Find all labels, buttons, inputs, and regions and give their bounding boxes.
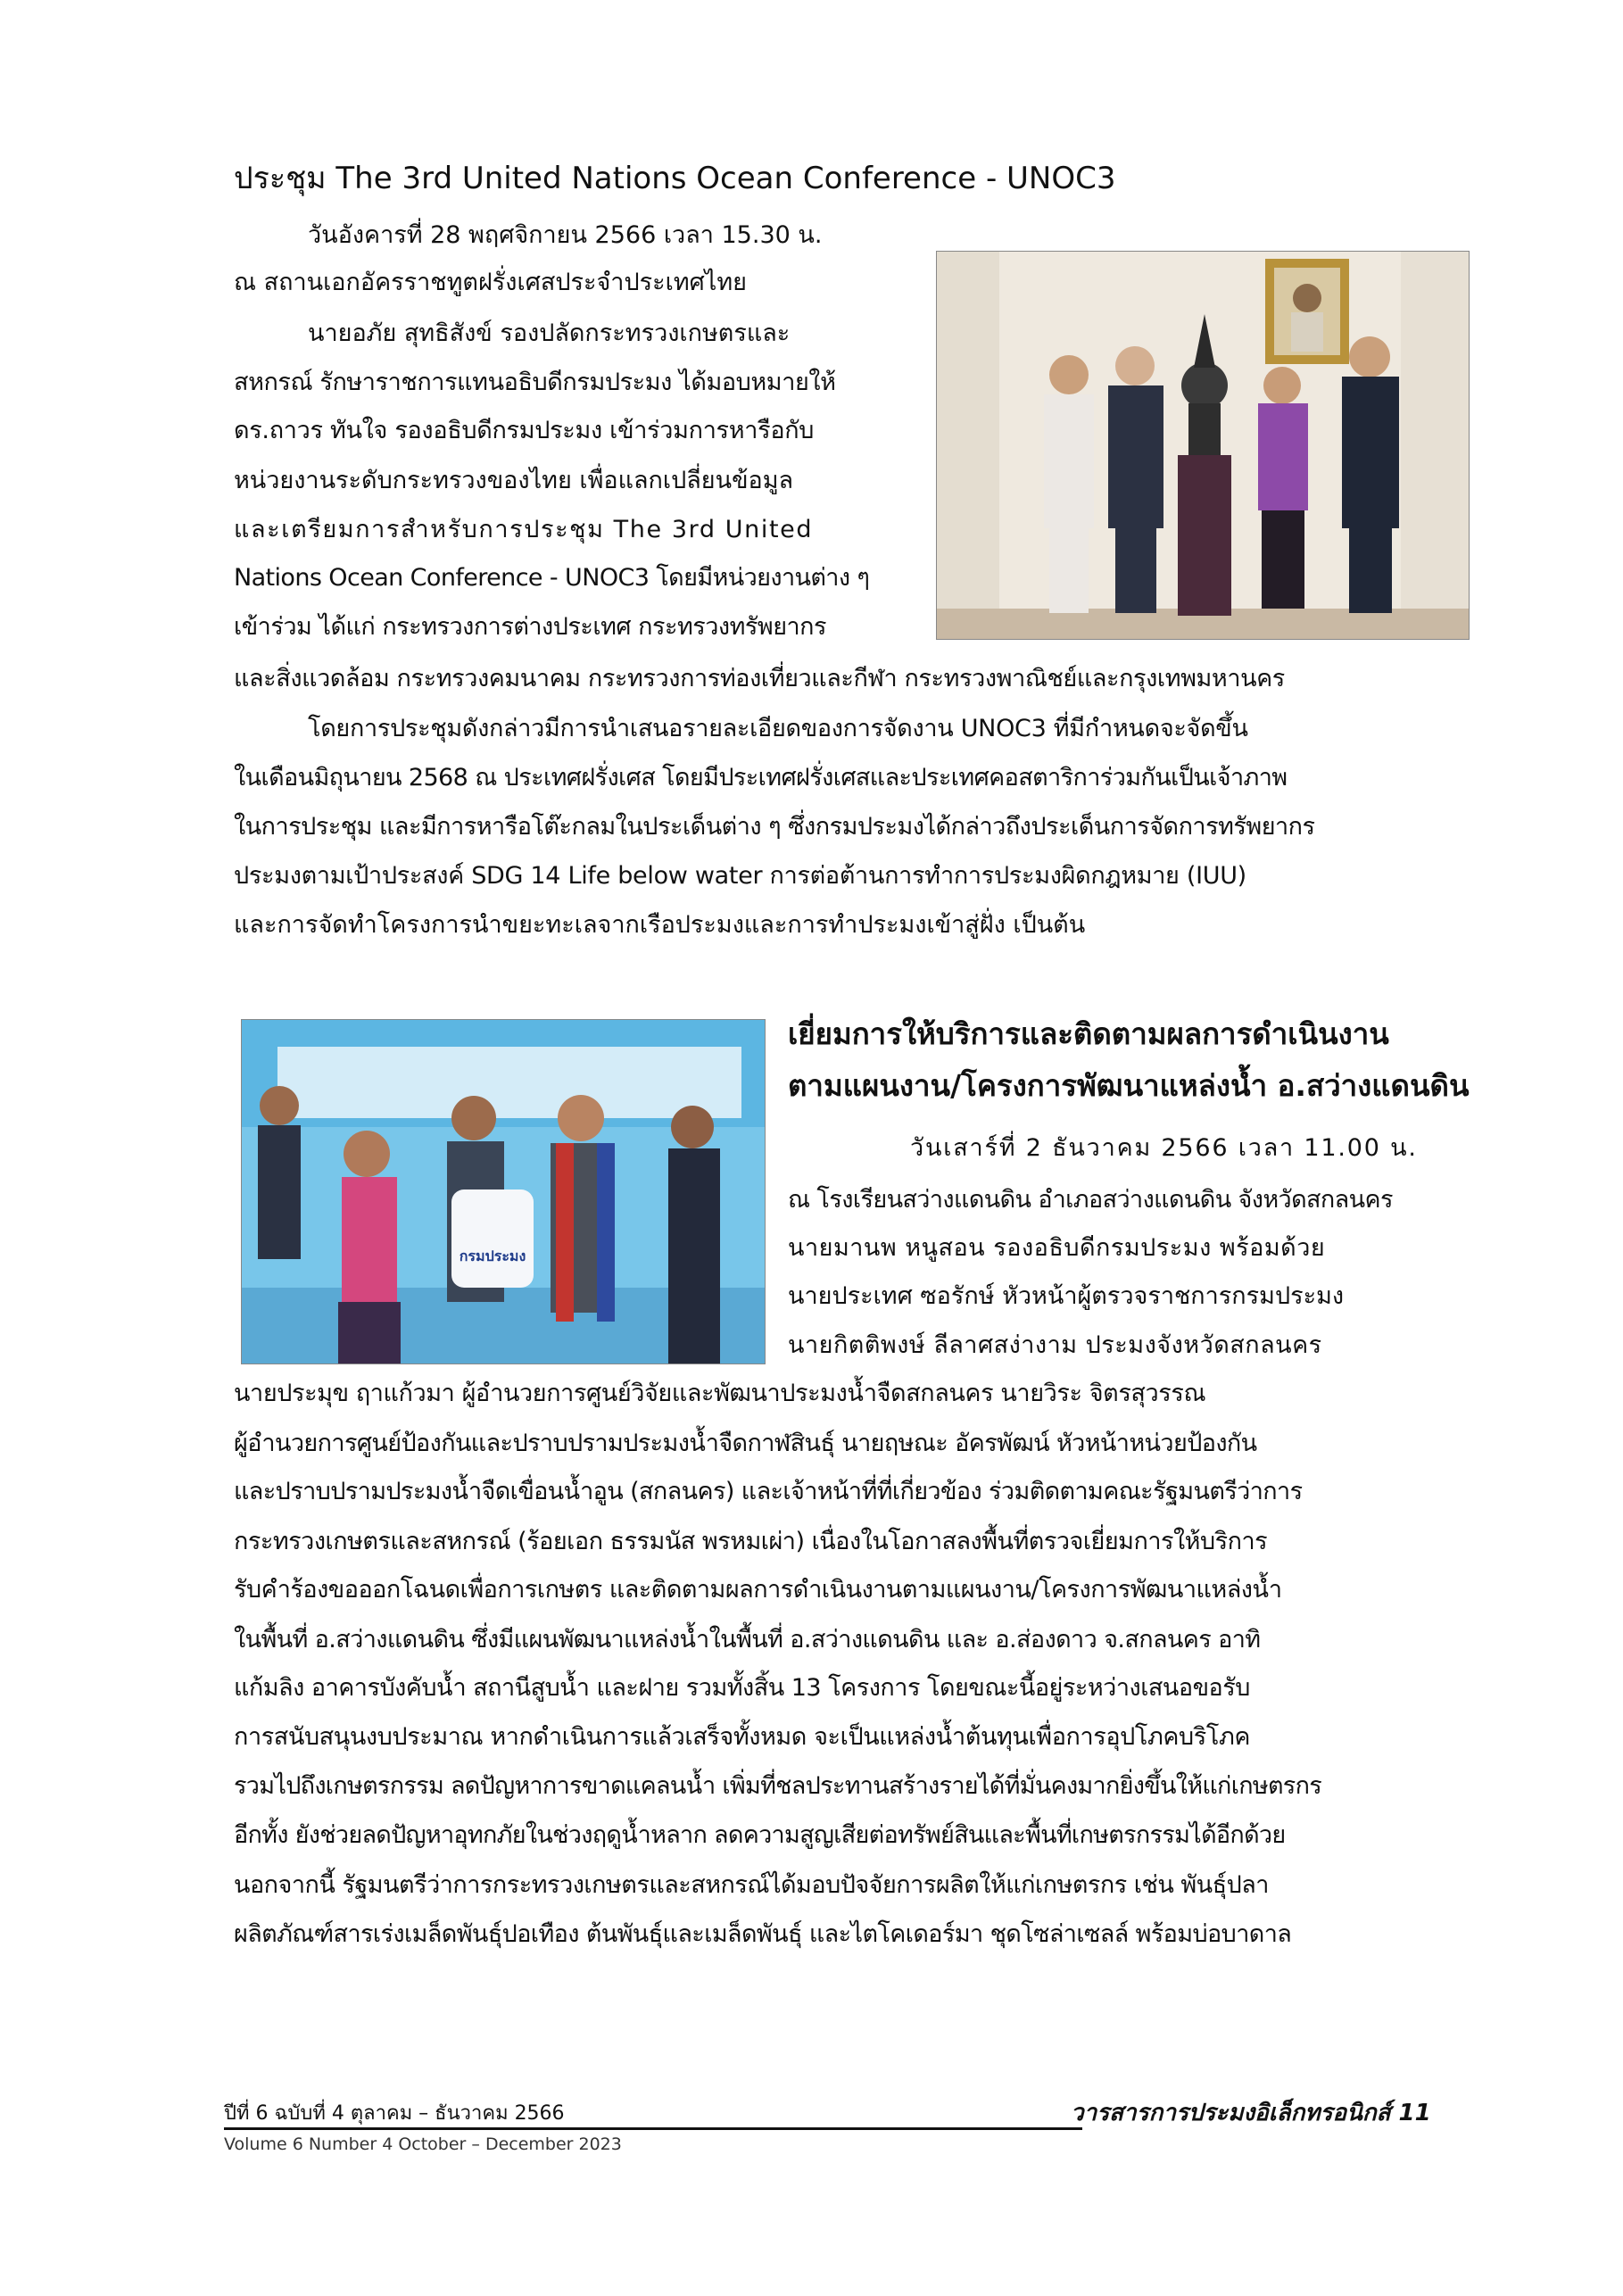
- article2-title-line: ตามแผนงาน/โครงการพัฒนาแหล่งน้ำ อ.สว่างแดนดิน: [788, 1068, 1470, 1103]
- article1-line: สหกรณ์ รักษาราชการแทนอธิบดีกรมประมง ได้มอบหมายให้: [234, 369, 836, 396]
- article1-line: ในการประชุม และมีการหารือโต๊ะกลมในประเด็นต่าง ๆ ซึ่งกรมประมงได้กล่าวถึงประเด็นการจัดการทรัพยากร: [234, 813, 1315, 841]
- article2-line: อีกทั้ง ยังช่วยลดปัญหาอุทกภัยในช่วงฤดูน้ำหลาก ลดความสูญเสียต่อทรัพย์สินและพื้นที่เกษตรกรรมได้อีกด้วย: [234, 1821, 1286, 1849]
- article2-line: นายประมุข ฤาแก้วมา ผู้อำนวยการศูนย์วิจัยและพัฒนาประมงน้ำจืดสกลนคร นายวิระ จิตรสุวรรณ: [234, 1380, 1206, 1407]
- article2-line: รับคำร้องขอออกโฉนดเพื่อการเกษตร และติดตามผลการดำเนินงานตามแผนงาน/โครงการพัฒนาแหล่งน้ำ: [234, 1576, 1282, 1604]
- article1-line: วันอังคารที่ 28 พฤศจิกายน 2566 เวลา 15.30 น.: [308, 221, 823, 249]
- article2-line: ณ โรงเรียนสว่างแดนดิน อำเภอสว่างแดนดิน จังหวัดสกลนคร: [788, 1186, 1393, 1214]
- article1-line: และการจัดทำโครงการนำขยะทะเลจากเรือประมงและการทำประมงเข้าสู่ฝั่ง เป็นต้น: [234, 911, 1086, 939]
- article2-line: ผลิตภัณฑ์สารเร่งเมล็ดพันธุ์ปอเทือง ต้นพันธุ์และเมล็ดพันธุ์ และไตโคเดอร์มา ชุดโซล่าเซลล์ พร้อมบ่อบาดาล: [234, 1920, 1292, 1948]
- article2-line: วันเสาร์ที่ 2 ธันวาคม 2566 เวลา 11.00 น.: [910, 1134, 1418, 1162]
- footer-issue-thai: ปีที่ 6 ฉบับที่ 4 ตุลาคม – ธันวาคม 2566: [224, 2102, 565, 2125]
- footer-journal-title: วารสารการประมงอิเล็กทรอนิกส์ 11: [1071, 2100, 1431, 2126]
- article2-title: [788, 1008, 1470, 1112]
- article2-line: นายมานพ หนูสอน รองอธิบดีกรมประมง พร้อมด้วย: [788, 1234, 1326, 1262]
- article2-line: นายกิตติพงษ์ ลีลาศสง่างาม ประมงจังหวัดสกลนคร: [788, 1331, 1322, 1359]
- article2-photo: [241, 1019, 766, 1364]
- photo2-bag-label: กรมประมง: [459, 1247, 526, 1264]
- article2-line: แก้มลิง อาคารบังคับน้ำ สถานีสูบน้ำ และฝาย รวมทั้งสิ้น 13 โครงการ โดยขณะนี้อยู่ระหว่างเสนอขอรับ: [234, 1674, 1250, 1702]
- article1-line: ประมงตามเป้าประสงค์ SDG 14 Life below water การต่อต้านการทำการประมงผิดกฎหมาย (IUU): [234, 862, 1246, 890]
- article1-line: ในเดือนมิถุนายน 2568 ณ ประเทศฝรั่งเศส โดยมีประเทศฝรั่งเศสและประเทศคอสตาริการ่วมกันเป็นเจ้าภาพ: [234, 764, 1288, 792]
- article2-line: การสนับสนุนงบประมาณ หากดำเนินการแล้วเสร็จทั้งหมด จะเป็นแหล่งน้ำต้นทุนเพื่อการอุปโภคบริโภค: [234, 1723, 1251, 1751]
- article2-line: นอกจากนี้ รัฐมนตรีว่าการกระทรวงเกษตรและสหกรณ์ได้มอบปัจจัยการผลิตให้แก่เกษตรกร เช่น พันธุ์ปลา: [234, 1871, 1269, 1899]
- article1-line: โดยการประชุมดังกล่าวมีการนำเสนอรายละเอียดของการจัดงาน UNOC3 ที่มีกำหนดจะจัดขึ้น: [308, 715, 1248, 742]
- footer-divider: [224, 2127, 1082, 2130]
- article2-line: รวมไปถึงเกษตรกรรม ลดปัญหาการขาดแคลนน้ำ เพิ่มที่ชลประทานสร้างรายได้ที่มั่นคงมากยิ่งขึ้นให้แก่เกษตรกร: [234, 1772, 1322, 1800]
- article2-line: และปราบปรามประมงน้ำจืดเขื่อนน้ำอูน (สกลนคร) และเจ้าหน้าที่ที่เกี่ยวข้อง ร่วมติดตามคณะรัฐมนตรีว่าการ: [234, 1478, 1303, 1505]
- article1-line: ดร.ถาวร ทันใจ รองอธิบดีกรมประมง เข้าร่วมการหารือกับ: [234, 417, 815, 444]
- article2-line: กระทรวงเกษตรและสหกรณ์ (ร้อยเอก ธรรมนัส พรหมเผ่า) เนื่องในโอกาสลงพื้นที่ตรวจเยี่ยมการให้บริการ: [234, 1528, 1268, 1555]
- article1-line: และสิ่งแวดล้อม กระทรวงคมนาคม กระทรวงการท่องเที่ยวและกีฬา กระทรวงพาณิชย์และกรุงเทพมหานคร: [234, 665, 1285, 692]
- article2-line: นายประเทศ ซอรักษ์ หัวหน้าผู้ตรวจราชการกรมประมง: [788, 1282, 1345, 1310]
- article1-title: ประชุม The 3rd United Nations Ocean Conference - UNOC3: [234, 161, 1116, 196]
- article1-line: และเตรียมการสำหรับการประชุม The 3rd United: [234, 516, 814, 543]
- article1-line: นายอภัย สุทธิสังข์ รองปลัดกระทรวงเกษตรและ: [308, 319, 791, 347]
- article2-line: ในพื้นที่ อ.สว่างแดนดิน ซึ่งมีแผนพัฒนาแหล่งน้ำในพื้นที่ อ.สว่างแดนดิน และ อ.ส่องดาว จ.สกลนคร อาทิ: [234, 1626, 1261, 1654]
- article1-line: หน่วยงานระดับกระทรวงของไทย เพื่อแลกเปลี่ยนข้อมูล: [234, 467, 794, 494]
- article1-photo: [936, 251, 1470, 640]
- article1-line: Nations Ocean Conference - UNOC3 โดยมีหน่วยงานต่าง ๆ: [234, 564, 870, 592]
- article2-title-line: เยี่ยมการให้บริการและติดตามผลการดำเนินงาน: [788, 1016, 1389, 1051]
- article1-line: ณ สถานเอกอัครราชทูตฝรั่งเศสประจำประเทศไทย: [234, 269, 747, 296]
- article2-line: ผู้อำนวยการศูนย์ป้องกันและปราบปรามประมงน้ำจืดกาฬสินธุ์ นายฤษณะ อัครพัฒน์ หัวหน้าหน่วยป้องกัน: [234, 1430, 1257, 1457]
- article1-line: เข้าร่วม ได้แก่ กระทรวงการต่างประเทศ กระทรวงทรัพยากร: [234, 613, 827, 641]
- footer-issue-english: Volume 6 Number 4 October – December 2023: [224, 2134, 622, 2154]
